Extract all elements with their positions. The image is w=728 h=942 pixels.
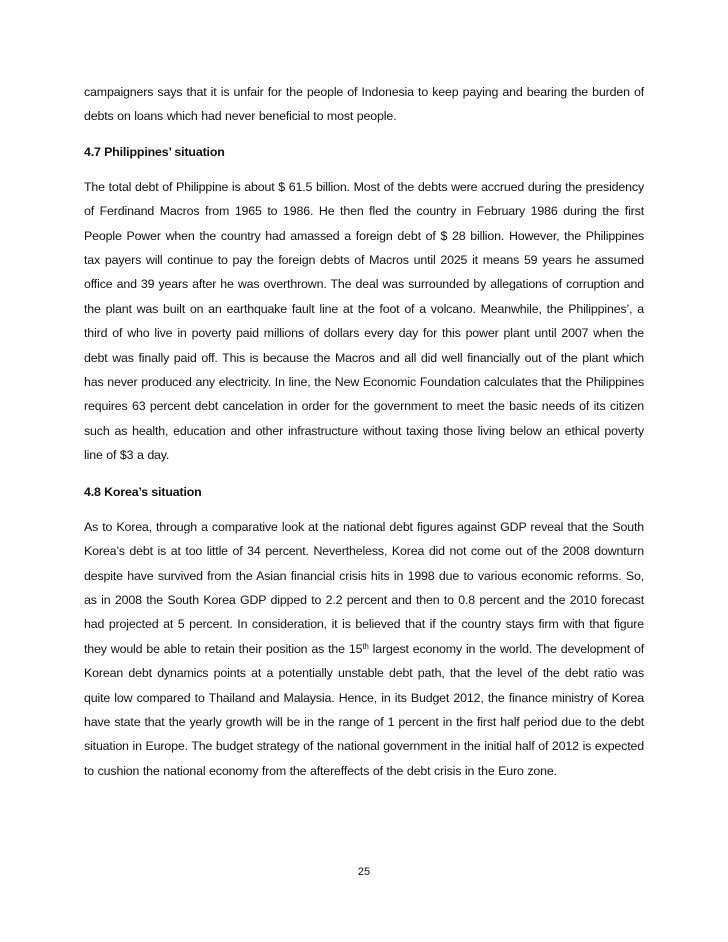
section-heading-philippines: 4.7 Philippines’ situation [84, 144, 225, 159]
spacer [84, 468, 644, 480]
philippines-paragraph: The total debt of Philippine is about $ 61.5 billion. Most of the debts were accrued during the presidency of Ferdinand Macros from 1965 to 1986. He then fled the country in February 1986 during the first People Power when the country had amassed a foreign debt of $ 28 billion. However, the Philippines tax payers will continue to pay the foreign debts of Macros until 2025 it means 59 years he assumed office and 39 years after he was overthrown. The deal was surrounded by allegations of corruption and the plant was built on an earthquake fault line at the foot of a volcano. Meanwhile, the Philippines’, a third of who live in poverty paid millions of dollars every day for this power plant until 2007 when the debt was finally paid off. This is because the Macros and all did well financially out of the plant which has never produced any electricity. In line, the New Economic Foundation calculates that the Philippines requires 63 percent debt cancelation in order for the government to meet the basic needs of its citizen such as health, education and other infrastructure without taxing those living below an ethical poverty line of $3 a day. [84, 179, 644, 463]
intro-paragraph: campaigners says that it is unfair for the people of Indonesia to keep paying and bearing the burden of debts on loans which had never beneficial to most people. [84, 85, 644, 124]
ordinal-superscript: th [362, 641, 369, 651]
document-page [84, 80, 644, 783]
spacer [84, 129, 644, 140]
page-number: 25 [357, 866, 371, 878]
korea-paragraph [84, 515, 644, 783]
spacer [84, 164, 644, 175]
korea-text-part-2: largest economy in the world. The development of Korean debt dynamics points at a potentially unstable debt path, that the level of the debt ratio was quite low compared to Thailand and Malaysia. Hence, in its Budget 2012, the finance ministry of Korea have state that the yearly growth will be in the range of 1 percent in the first half period due to the debt situation in Europe. The budget strategy of the national government in the initial half of 2012 is expected to cushion the national economy from the aftereffects of the debt crisis in the Euro zone. [84, 641, 645, 778]
spacer [84, 504, 644, 515]
korea-text-part-1: As to Korea, through a comparative look at the national debt figures against GDP reveal that the South Korea’s debt is at too little of 34 percent. Nevertheless, Korea did not come out of the 2008 downturn despite have survived from the Asian financial crisis hits in 1998 due to various economic reforms. So, as in 2008 the South Korea GDP dipped to 2.2 percent and then to 0.8 percent and the 2010 forecast had projected at 5 percent. In consideration, it is believed that if the country stays firm with that figure they would be able to retain their position as the 15 [84, 519, 644, 656]
section-heading-korea: 4.8 Korea’s situation [84, 484, 202, 499]
